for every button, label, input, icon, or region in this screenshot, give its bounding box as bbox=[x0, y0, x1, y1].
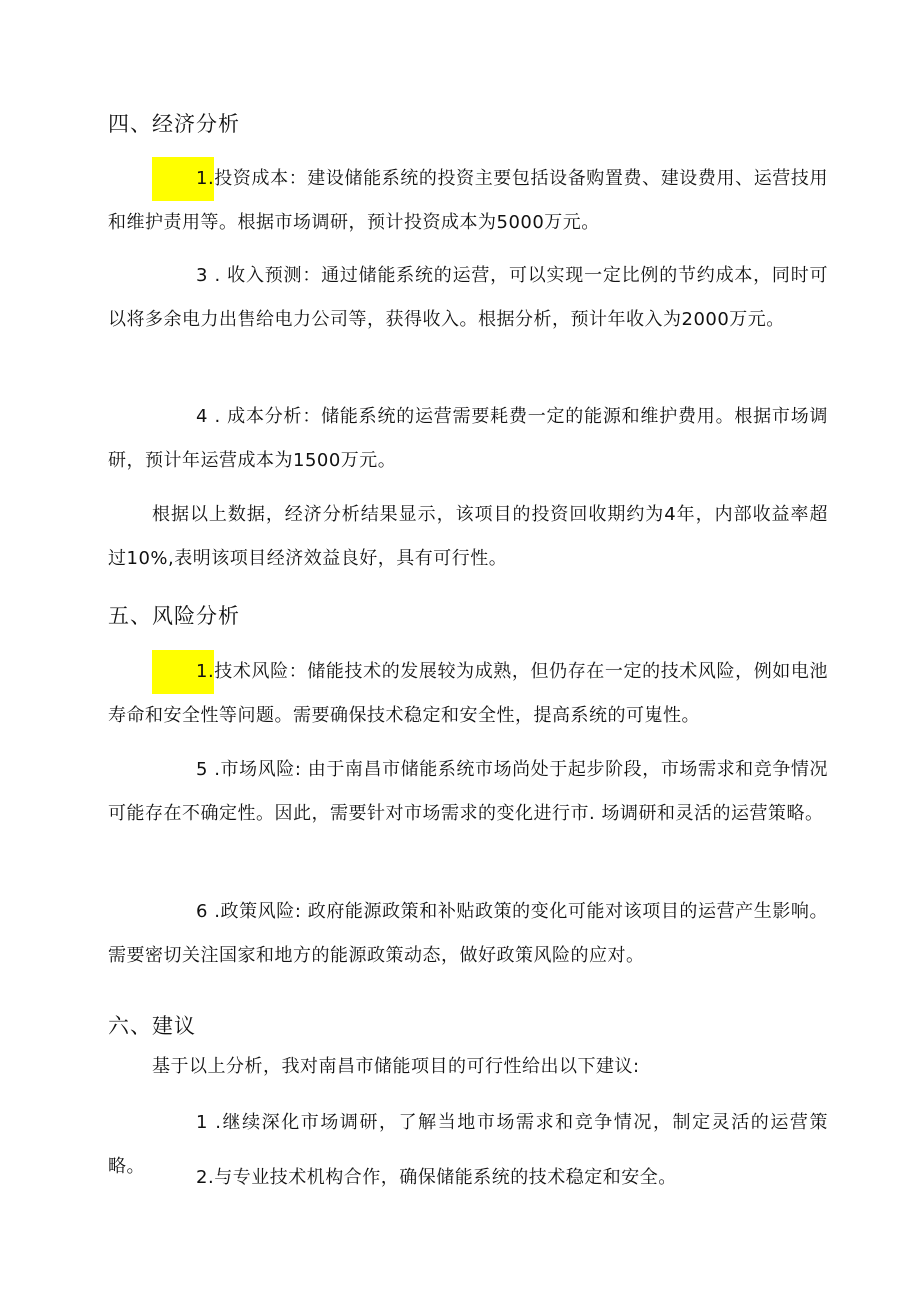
list-number: 4 bbox=[196, 406, 208, 427]
section-heading-economic: 四、经济分析 bbox=[108, 112, 240, 136]
paragraph-cost-analysis bbox=[108, 395, 828, 483]
paragraph-text: . 成本分析：储能系统的运营需要耗费一定的能源和维护费用。根据市场调研，预计年运营成本为1500万元。 bbox=[108, 406, 828, 471]
paragraph-economic-summary: 根据以上数据，经济分析结果显示，该项目的投资回收期约为4年，内部收益率超过10%,表明该项目经济效益良好，具有可行性。 bbox=[108, 504, 828, 569]
paragraph-text: .市场风险: 由于南昌市储能系统市场尚处于起步阶段，市场需求和竞争情况可能存在不确定性。因此，需要针对市场需求的变化进行市. 场调研和灵活的运营策略。 bbox=[108, 759, 828, 824]
list-number: 2 bbox=[196, 1167, 208, 1188]
paragraph-suggestions-intro: 基于以上分析，我对南昌市储能项目的可行性给出以下建议: bbox=[152, 1056, 640, 1077]
paragraph-text: 技术风险：储能技术的发展较为成熟，但仍存在一定的技术风险，例如电池寿命和安全性等问题。需要确保技术稳定和安全性，提高系统的可嵬性。 bbox=[108, 661, 828, 726]
paragraph-suggestion-2 bbox=[108, 1156, 828, 1200]
list-number: 1 bbox=[196, 1112, 208, 1133]
paragraph-technical-risk bbox=[108, 650, 828, 738]
list-number-highlighted: 1. bbox=[152, 650, 214, 694]
section-heading-risk: 五、风险分析 bbox=[108, 604, 240, 628]
paragraph-text: .与专业技术机构合作，确保储能系统的技术稳定和安全。 bbox=[208, 1167, 677, 1188]
paragraph-policy-risk bbox=[108, 890, 828, 978]
list-number-highlighted: 1. bbox=[152, 157, 214, 201]
list-number: 6 bbox=[196, 901, 208, 922]
paragraph-text: .继续深化市场调研，了解当地市场需求和竞争情况，制定灵活的运营策略。 bbox=[108, 1112, 828, 1177]
paragraph-market-risk bbox=[108, 748, 828, 836]
paragraph-revenue-forecast bbox=[108, 254, 828, 342]
paragraph-investment-cost bbox=[108, 157, 828, 245]
list-number: 5 bbox=[196, 759, 208, 780]
paragraph-text: . 收入预测：通过储能系统的运营，可以实现一定比例的节约成本，同时可以将多余电力出售给电力公司等，获得收入。根据分析，预计年收入为2000万元。 bbox=[108, 265, 828, 330]
paragraph-text: .政策风险: 政府能源政策和补贴政策的变化可能对该项目的运营产生影响。需要密切关注国家和地方的能源政策动态，做好政策风险的应对。 bbox=[108, 901, 828, 966]
list-number: 3 bbox=[196, 265, 208, 286]
section-heading-suggestions: 六、建议 bbox=[108, 1014, 196, 1038]
paragraph-text: 投资成本：建设储能系统的投资主要包括设备购置费、建设费用、运营技用和维护责用等。根据市场调研，预计投资成本为5000万元。 bbox=[108, 168, 828, 233]
